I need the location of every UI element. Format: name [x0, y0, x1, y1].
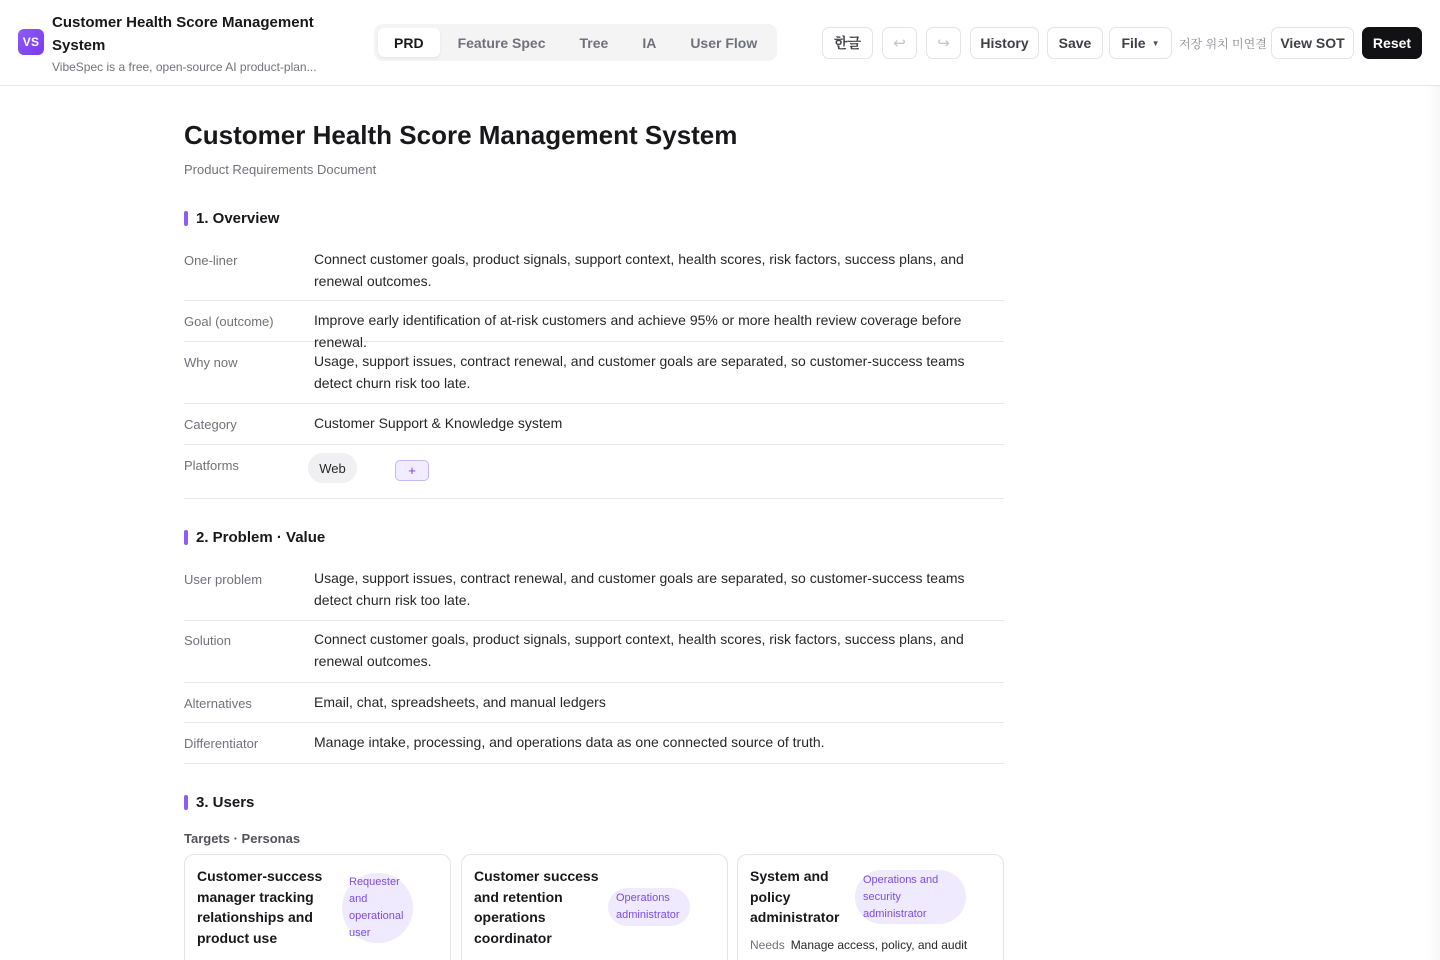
app-header — [0, 0, 1440, 86]
persona-title: System and policy administrator — [750, 868, 840, 925]
language-toggle-button[interactable]: 한글 — [822, 27, 873, 59]
file-menu-label: File — [1121, 35, 1146, 51]
category-value[interactable]: Customer Support & Knowledge system — [314, 415, 563, 431]
document-subtitle: Product Requirements Document — [184, 162, 377, 177]
overview-row-why-now — [184, 342, 1004, 404]
app-title: Customer Health Score Management System — [52, 14, 314, 54]
tab-ia[interactable]: IA — [642, 34, 657, 51]
view-tabs — [374, 24, 777, 61]
row-label: Solution — [184, 633, 231, 648]
document-title: Customer Health Score Management System — [184, 120, 738, 150]
overview-row-platforms — [184, 445, 1004, 499]
row-label: Platforms — [184, 458, 239, 473]
tab-tree[interactable]: Tree — [579, 34, 609, 51]
problem-row-alternatives — [184, 683, 1004, 723]
save-button[interactable]: Save — [1047, 27, 1103, 59]
section-problem-heading: 2. Problem · Value — [184, 529, 325, 546]
persona-role-badge: Operations and security administrator — [855, 870, 966, 924]
persona-card[interactable] — [461, 854, 728, 960]
solution-value[interactable]: Connect customer goals, product signals, support context, health scores, risk factors, success plans, and renewal outcomes. — [314, 631, 964, 669]
problem-row-solution — [184, 621, 1004, 683]
tab-feature-spec[interactable]: Feature Spec — [457, 34, 546, 51]
overview-row-one-liner — [184, 242, 1004, 301]
personas-subheading: Targets · Personas — [184, 831, 301, 846]
row-label: Why now — [184, 355, 238, 370]
row-label: Differentiator — [184, 736, 259, 751]
needs-label: Needs — [750, 938, 785, 952]
row-label: One-liner — [184, 253, 238, 268]
history-button[interactable]: History — [970, 27, 1039, 59]
view-sot-button[interactable]: View SOT — [1271, 27, 1354, 59]
app-subtitle: VibeSpec is a free, open-source AI product-plan... — [52, 60, 317, 74]
chevron-down-icon: ▼ — [1151, 38, 1160, 48]
redo-icon[interactable]: ↪ — [926, 27, 961, 59]
row-label: User problem — [184, 572, 263, 587]
needs-value: Manage access, policy, and audit — [790, 938, 968, 952]
file-menu-button[interactable] — [1109, 27, 1172, 59]
goal-value[interactable]: Improve early identification of at-risk customers and achieve 95% or more health review coverage before renewal. — [314, 312, 962, 350]
persona-needs — [750, 936, 990, 954]
section-overview-heading: 1. Overview — [184, 210, 279, 227]
tab-user-flow[interactable]: User Flow — [690, 34, 758, 51]
overview-row-goal — [184, 301, 1004, 350]
problem-row-differentiator — [184, 723, 1004, 764]
why-now-value[interactable]: Usage, support issues, contract renewal, and customer goals are separated, so customer-success teams detect churn risk too late. — [314, 353, 965, 391]
scroll-edge-shadow — [1426, 86, 1440, 960]
save-location-status: 저장 위치 미연결 — [1179, 37, 1267, 51]
platform-chip-web[interactable]: Web — [308, 453, 357, 483]
alternatives-value[interactable]: Email, chat, spreadsheets, and manual ledgers — [314, 694, 606, 710]
overview-row-category — [184, 404, 1004, 445]
tab-prd[interactable]: PRD — [378, 28, 440, 57]
one-liner-value[interactable]: Connect customer goals, product signals, support context, health scores, risk factors, success plans, and renewal outcomes. — [314, 251, 964, 289]
differentiator-value[interactable]: Manage intake, processing, and operations data as one connected source of truth. — [314, 734, 825, 750]
row-label: Goal (outcome) — [184, 314, 274, 329]
persona-role-badge: Operations administrator — [608, 888, 690, 926]
user-problem-value[interactable]: Usage, support issues, contract renewal, and customer goals are separated, so customer-success teams detect churn risk too late. — [314, 570, 965, 608]
persona-card[interactable] — [184, 854, 451, 960]
row-label: Alternatives — [184, 696, 252, 711]
app-logo: VS — [18, 29, 44, 55]
persona-title: Customer-success manager tracking relationships and product use — [197, 868, 323, 946]
persona-card[interactable] — [737, 854, 1004, 960]
persona-role-badge: Requester and operational user — [342, 873, 413, 943]
reset-button[interactable]: Reset — [1362, 27, 1422, 59]
problem-row-user-problem — [184, 561, 1004, 621]
row-label: Category — [184, 417, 237, 432]
section-users-heading: 3. Users — [184, 794, 254, 811]
undo-icon[interactable]: ↩ — [882, 27, 917, 59]
persona-title: Customer success and retention operations coordinator — [474, 868, 599, 946]
add-platform-button[interactable]: + — [395, 460, 429, 481]
